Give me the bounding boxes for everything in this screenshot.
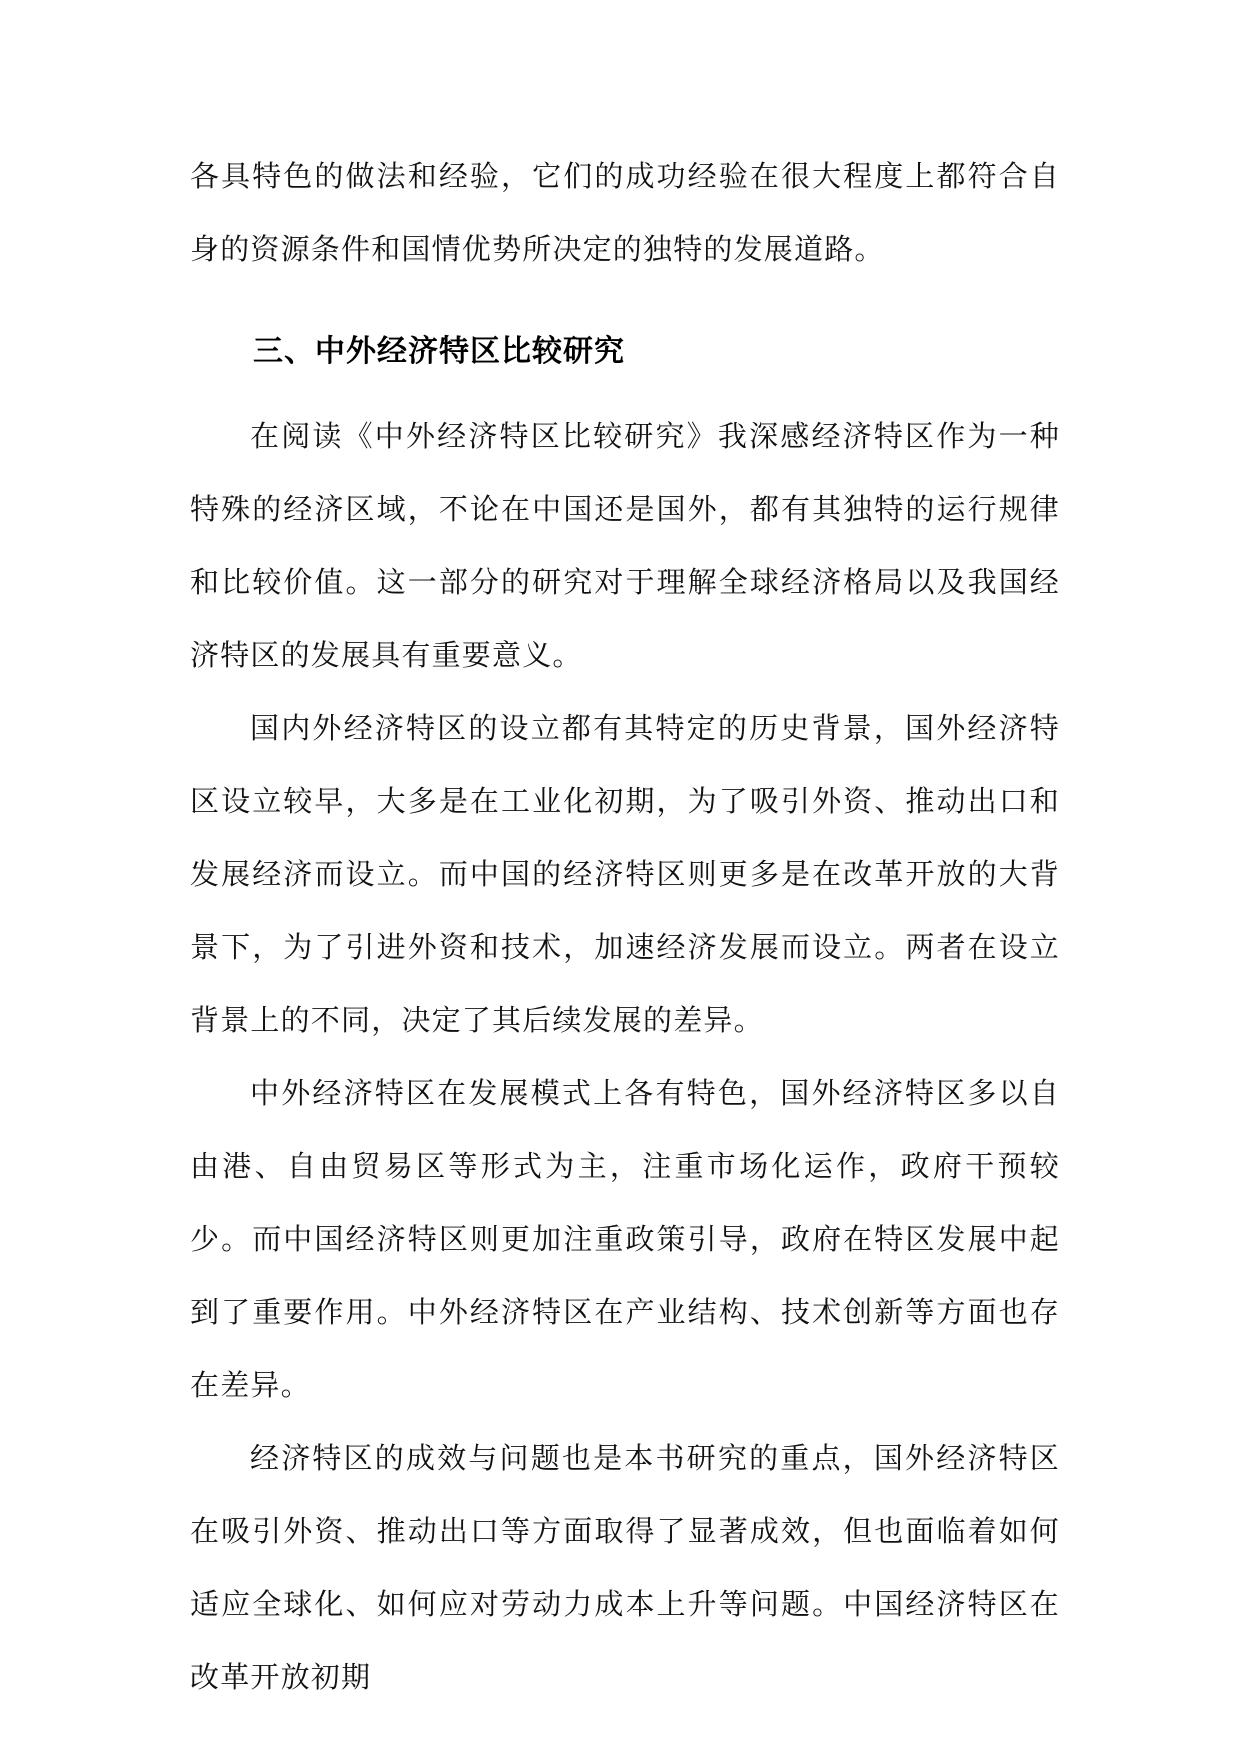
body-paragraph-3: 中外经济特区在发展模式上各有特色，国外经济特区多以自由港、自由贸易区等形式为主，注重市场化运作，政府干预较少。而中国经济特区则更加注重政策引导，政府在特区发展中起到了重要作用。中外经济特区在产业结构、技术创新等方面也存在差异。 <box>190 1076 1060 1402</box>
body-paragraph-2: 国内外经济特区的设立都有其特定的历史背景，国外经济特区设立较早，大多是在工业化初期，为了吸引外资、推动出口和发展经济而设立。而中国的经济特区则更多是在改革开放的大背景下，为了引进外资和技术，加速经济发展而设立。两者在设立背景上的不同，决定了其后续发展的差异。 <box>190 711 1060 1037</box>
body-paragraph-1: 在阅读《中外经济特区比较研究》我深感经济特区作为一种特殊的经济区域，不论在中国还是国外，都有其独特的运行规律和比较价值。这一部分的研究对于理解全球经济格局以及我国经济特区的发展具有重要意义。 <box>190 419 1060 672</box>
intro-paragraph: 各具特色的做法和经验，它们的成功经验在很大程度上都符合自身的资源条件和国情优势所决定的独特的发展道路。 <box>190 159 1060 266</box>
section-heading: 三、中外经济特区比较研究 <box>253 334 625 369</box>
document-body <box>190 140 1060 1714</box>
body-paragraph-4: 经济特区的成效与问题也是本书研究的重点，国外经济特区在吸引外资、推动出口等方面取得了显著成效，但也面临着如何适应全球化、如何应对劳动力成本上升等问题。中国经济特区在改革开放初期 <box>190 1441 1060 1694</box>
